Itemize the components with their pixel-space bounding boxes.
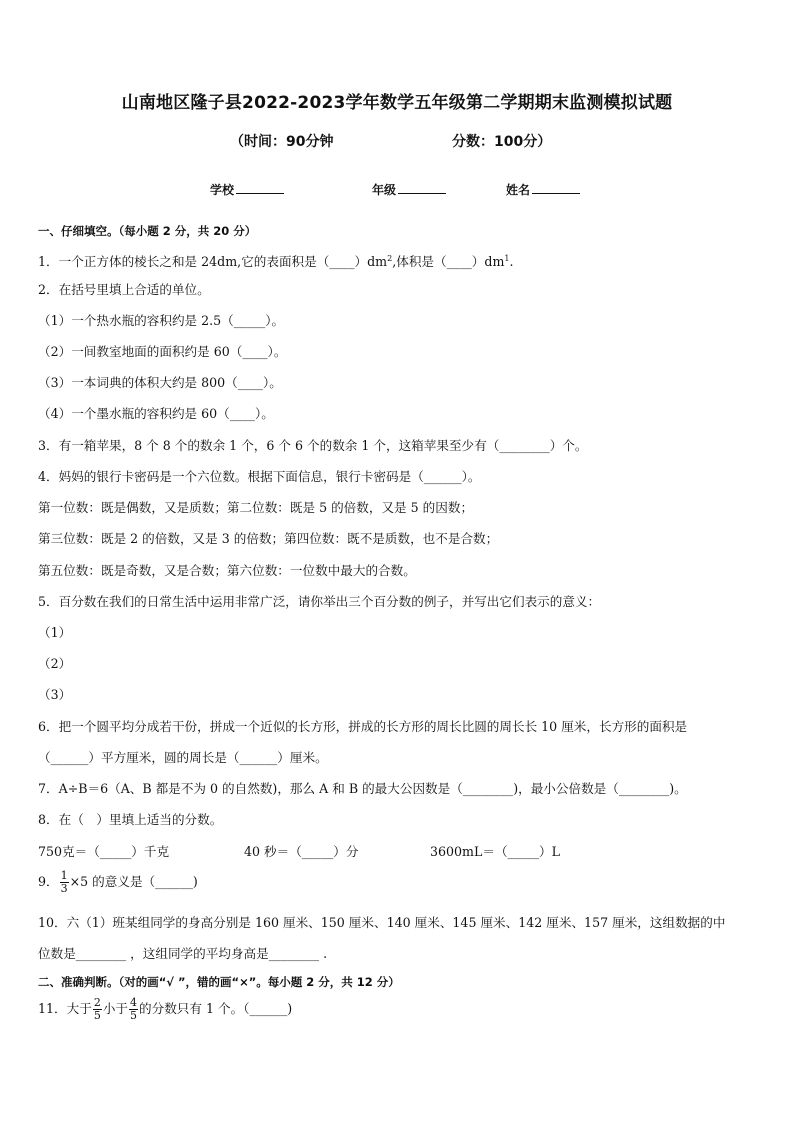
question-10-line1: 10．六（1）班某组同学的身高分别是 160 厘米、150 厘米、140 厘米、145 厘米、142 厘米、157 厘米，这组数据的中 xyxy=(38,915,726,930)
question-2-stem: 2．在括号里填上合适的单位。 xyxy=(38,282,210,297)
question-9: 9． $\frac{1}{3}$ ×5 的意义是（______) xyxy=(38,869,198,895)
question-2-item: （1）一个热水瓶的容积约是 2.5（_____）。 xyxy=(38,313,285,328)
question-1: 1．一个正方体的棱长之和是 24dm,它的表面积是$(\_\_\_\_)dm^2$,体积是$(\_\_\_\_)dm^1$. xyxy=(38,254,514,270)
page-title: 山南地区隆子县2022-2023学年数学五年级第二学期期末监测模拟试题 xyxy=(121,93,673,113)
question-3: 3．有一箱苹果，8 个 8 个的数余 1 个，6 个 6 个的数余 1 个，这箱苹果至少有（________）个。 xyxy=(38,438,588,453)
question-11: 11．大于 $\frac{2}{5}$ 小于 $\frac{4}{5}$ 的分数只有 1 个。（______) xyxy=(38,996,293,1022)
question-5-item: （2） xyxy=(38,656,72,671)
question-5-item: （3） xyxy=(38,687,72,702)
grade-field: 年级 xyxy=(372,181,446,198)
section-2-heading: 二、准确判断。（对的画“√ ”，错的画“×”。每小题 2 分，共 12 分） xyxy=(38,975,400,989)
question-5-item: （1） xyxy=(38,625,72,640)
fraction-four-fifths: $\frac{4}{5}$ xyxy=(130,996,137,1022)
school-field: 学校 xyxy=(210,181,284,198)
question-7: 7．A÷B＝6（A、B 都是不为 0 的自然数)，那么 A 和 B 的最大公因数是（________)，最小公倍数是（________)。 xyxy=(38,781,687,796)
question-4-clue: 第五位数：既是奇数，又是合数；第六位数：一位数中最大的合数。 xyxy=(38,563,416,578)
name-field: 姓名 xyxy=(506,181,580,198)
question-8-stem: 8．在（ ）里填上适当的分数。 xyxy=(38,812,223,827)
question-2-item: （2）一间教室地面的面积约是 60（____）。 xyxy=(38,344,287,359)
question-10-line2: 位数是________ ，这组同学的平均身高是________ . xyxy=(38,946,328,961)
question-8-c: 3600mL＝（_____）L xyxy=(430,844,560,859)
question-4-clue: 第三位数：既是 2 的倍数，又是 3 的倍数；第四位数：既不是质数，也不是合数； xyxy=(38,531,499,546)
question-2-item: （4）一个墨水瓶的容积约是 60（____）。 xyxy=(38,406,274,421)
section-1-heading: 一、仔细填空。（每小题 2 分，共 20 分） xyxy=(38,224,257,238)
exam-time: （时间：90分钟 xyxy=(230,134,334,150)
fraction-one-third: $\frac{1}{3}$ xyxy=(60,869,68,895)
question-8-b: 40 秒＝（_____）分 xyxy=(244,844,359,859)
question-4-clue: 第一位数：既是偶数，又是质数；第二位数：既是 5 的倍数，又是 5 的因数； xyxy=(38,500,474,515)
exam-score: 分数：100分） xyxy=(452,134,552,150)
fraction-two-fifths: $\frac{2}{5}$ xyxy=(93,996,101,1022)
question-2-item: （3）一本词典的体积大约是 800（____）。 xyxy=(38,375,282,390)
question-4-stem: 4．妈妈的银行卡密码是一个六位数。根据下面信息，银行卡密码是（______）。 xyxy=(38,469,481,484)
question-6-line2: （______）平方厘米，圆的周长是（______）厘米。 xyxy=(38,750,328,765)
question-8-a: 750克＝（_____）千克 xyxy=(38,844,170,859)
question-5-stem: 5．百分数在我们的日常生活中运用非常广泛，请你举出三个百分数的例子，并写出它们表示的意义： xyxy=(38,594,601,609)
question-6-line1: 6．把一个圆平均分成若干份，拼成一个近似的长方形，拼成的长方形的周长比圆的周长长 10 厘米，长方形的面积是 xyxy=(38,719,688,734)
